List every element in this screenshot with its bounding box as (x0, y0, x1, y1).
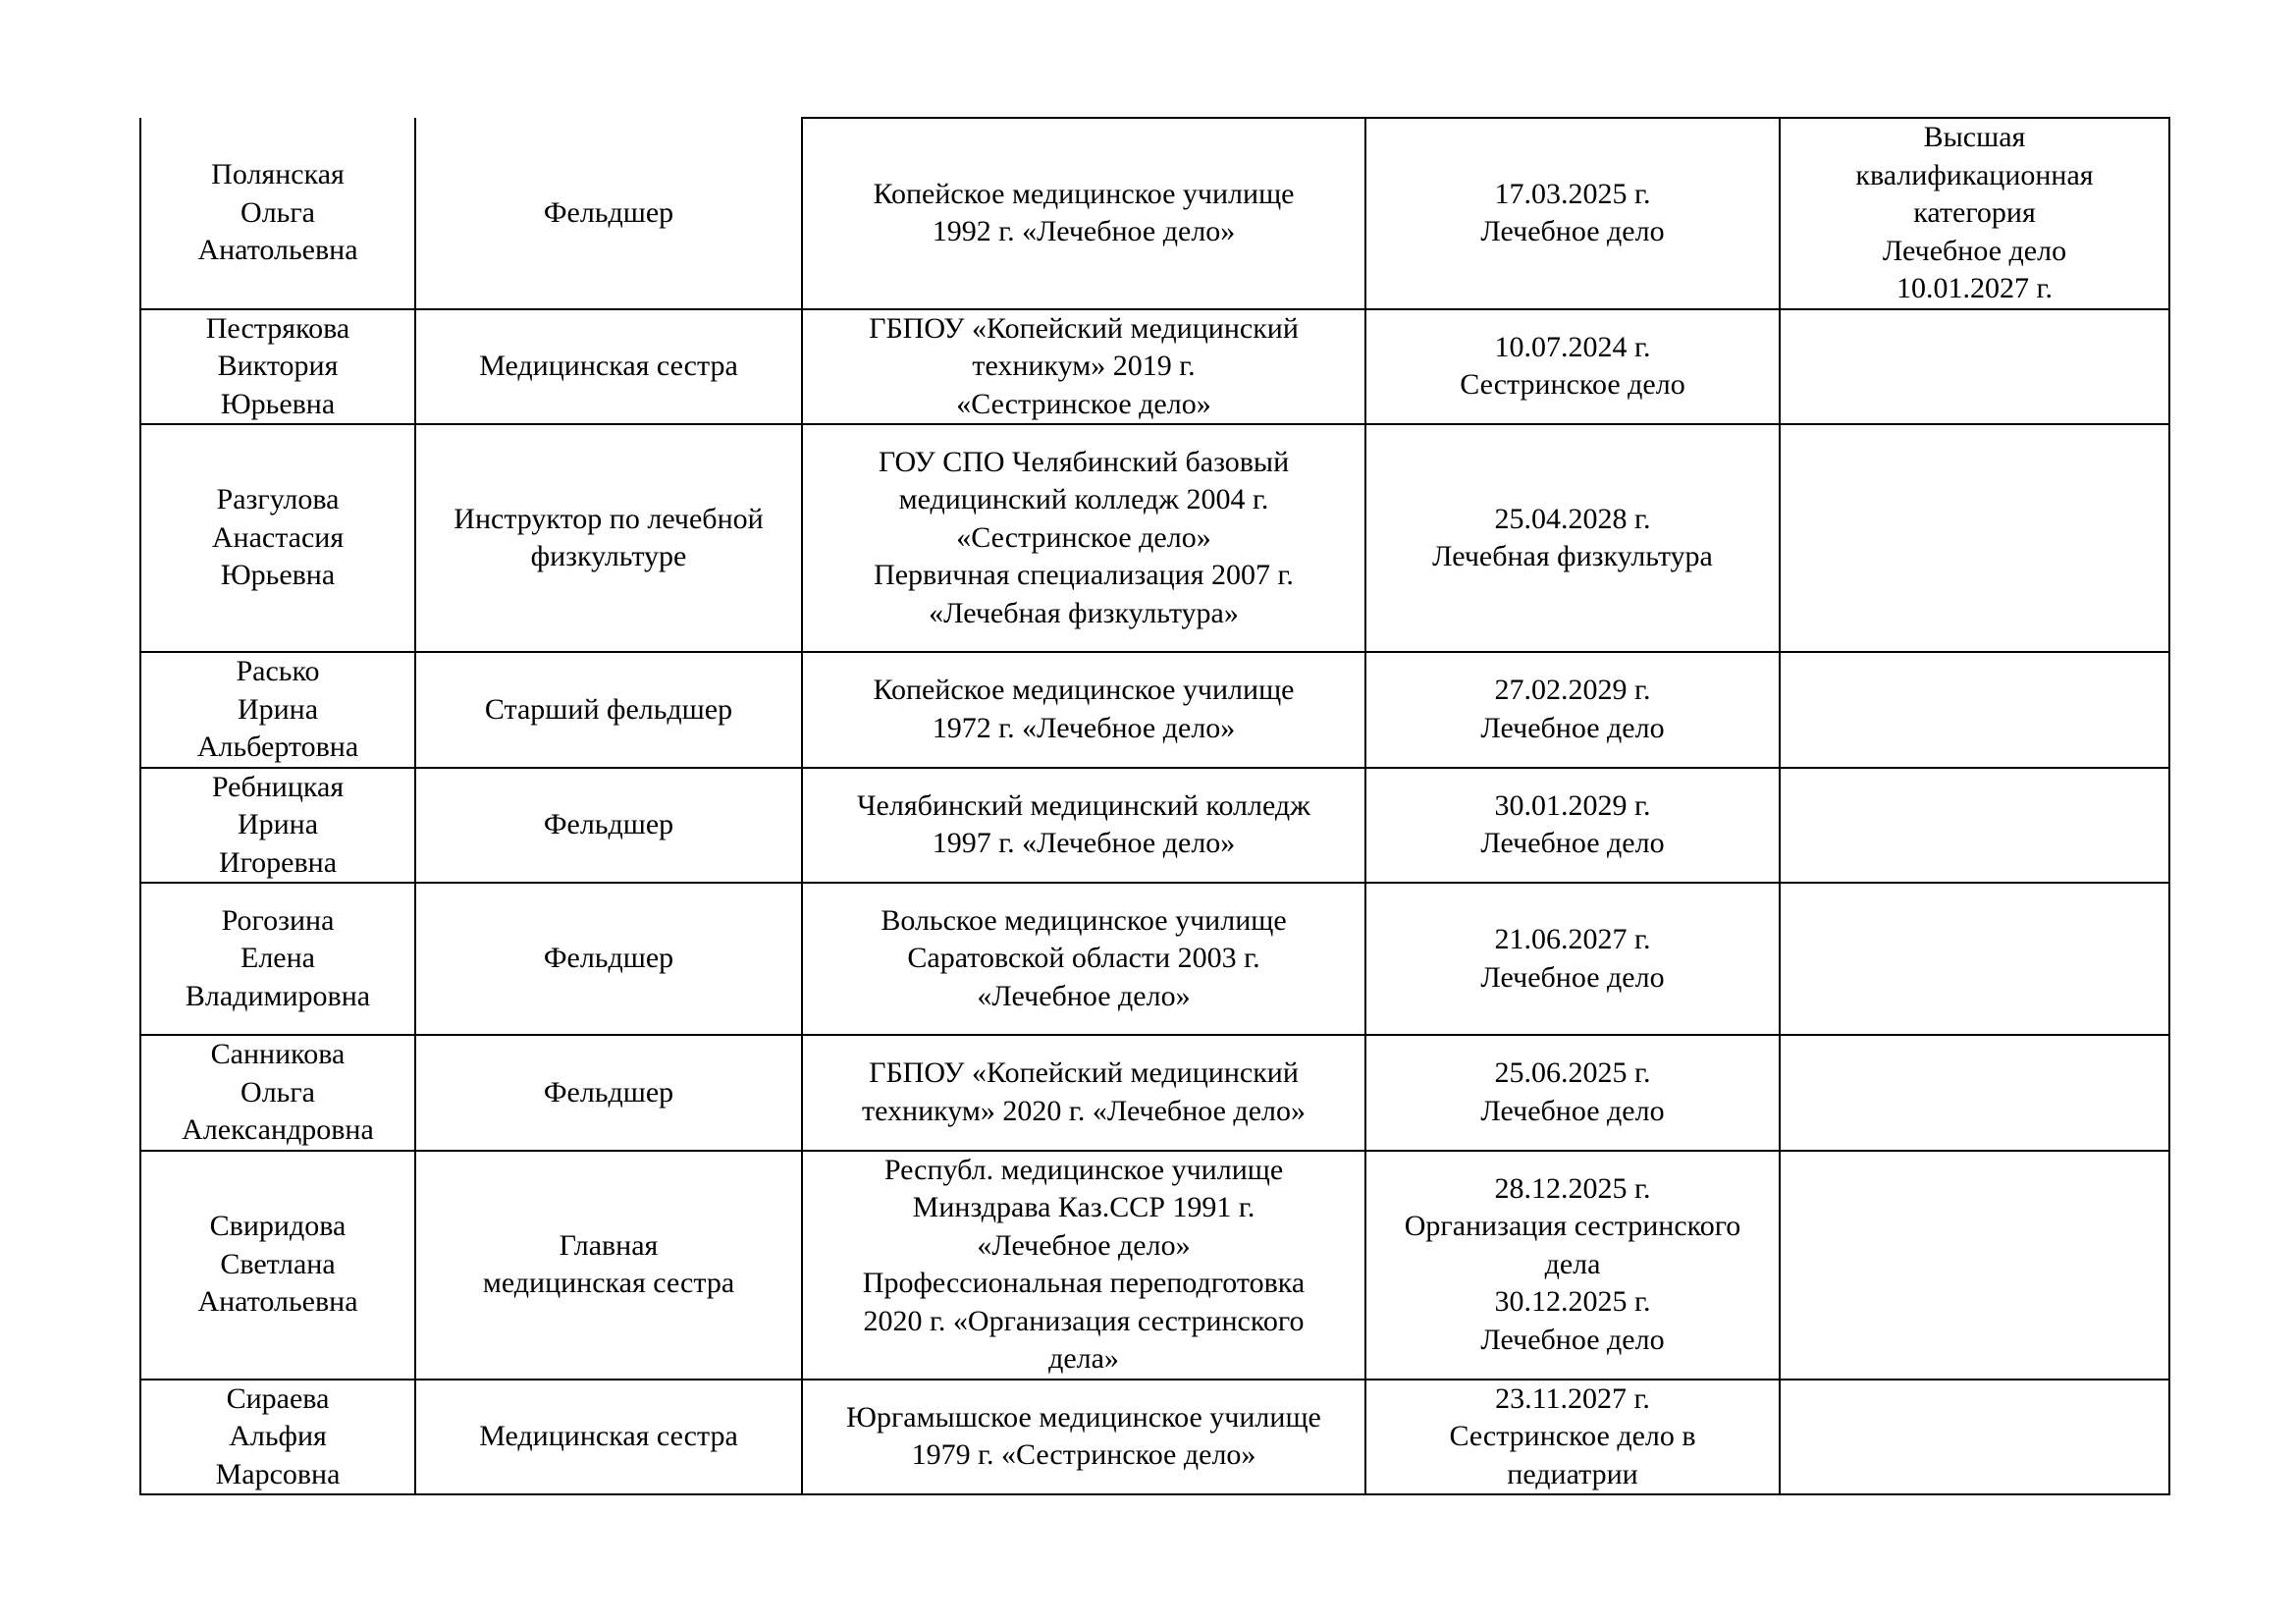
certificate-cell: 21.06.2027 г. Лечебное дело (1365, 883, 1780, 1035)
category-cell (1780, 309, 2169, 425)
certificate-cell: 10.07.2024 г. Сестринское дело (1365, 309, 1780, 425)
employee-name-cell: Полянская Ольга Анатольевна (140, 118, 415, 309)
table-row (140, 883, 2169, 1035)
education-cell: Юргамышское медицинское училище 1979 г. «Сестринское дело» (802, 1380, 1365, 1495)
certificate-cell: 25.04.2028 г. Лечебная физкультура (1365, 424, 1780, 652)
position-cell: Фельдшер (415, 883, 802, 1035)
position-cell: Фельдшер (415, 768, 802, 884)
category-cell (1780, 883, 2169, 1035)
education-cell: Копейское медицинское училище 1992 г. «Лечебное дело» (802, 118, 1365, 309)
position-cell: Фельдшер (415, 118, 802, 309)
education-cell: Челябинский медицинский колледж 1997 г. «Лечебное дело» (802, 768, 1365, 884)
table-row (140, 424, 2169, 652)
category-cell (1780, 424, 2169, 652)
employee-name-cell: Свиридова Светлана Анатольевна (140, 1151, 415, 1380)
certificate-cell: 27.02.2029 г. Лечебное дело (1365, 652, 1780, 768)
position-cell: Главная медицинская сестра (415, 1151, 802, 1380)
position-cell: Старший фельдшер (415, 652, 802, 768)
table-row (140, 1380, 2169, 1495)
table-row (140, 1035, 2169, 1151)
position-cell: Фельдшер (415, 1035, 802, 1151)
position-cell: Медицинская сестра (415, 309, 802, 425)
table-row (140, 652, 2169, 768)
education-cell: ГОУ СПО Челябинский базовый медицинский колледж 2004 г. «Сестринское дело» Первичная специализация 2007 г. «Лечебная физкультура» (802, 424, 1365, 652)
certificate-cell: 30.01.2029 г. Лечебное дело (1365, 768, 1780, 884)
employee-name-cell: Рогозина Елена Владимировна (140, 883, 415, 1035)
certificate-cell: 23.11.2027 г. Сестринское дело в педиатрии (1365, 1380, 1780, 1495)
staff-table (139, 117, 2170, 1495)
table-row (140, 118, 2169, 309)
category-cell (1780, 652, 2169, 768)
employee-name-cell: Сираева Альфия Марсовна (140, 1380, 415, 1495)
table-row (140, 309, 2169, 425)
position-cell: Медицинская сестра (415, 1380, 802, 1495)
education-cell: ГБПОУ «Копейский медицинский техникум» 2020 г. «Лечебное дело» (802, 1035, 1365, 1151)
employee-name-cell: Расько Ирина Альбертовна (140, 652, 415, 768)
position-cell: Инструктор по лечебной физкультуре (415, 424, 802, 652)
certificate-cell: 17.03.2025 г. Лечебное дело (1365, 118, 1780, 309)
category-cell: Высшая квалификационная категория Лечебное дело 10.01.2027 г. (1780, 118, 2169, 309)
employee-name-cell: Разгулова Анастасия Юрьевна (140, 424, 415, 652)
education-cell: Копейское медицинское училище 1972 г. «Лечебное дело» (802, 652, 1365, 768)
certificate-cell: 28.12.2025 г. Организация сестринского дела 30.12.2025 г. Лечебное дело (1365, 1151, 1780, 1380)
employee-name-cell: Ребницкая Ирина Игоревна (140, 768, 415, 884)
employee-name-cell: Санникова Ольга Александровна (140, 1035, 415, 1151)
education-cell: ГБПОУ «Копейский медицинский техникум» 2019 г. «Сестринское дело» (802, 309, 1365, 425)
table-row (140, 1151, 2169, 1380)
employee-name-cell: Пестрякова Виктория Юрьевна (140, 309, 415, 425)
category-cell (1780, 1035, 2169, 1151)
category-cell (1780, 1151, 2169, 1380)
table-row (140, 768, 2169, 884)
category-cell (1780, 1380, 2169, 1495)
certificate-cell: 25.06.2025 г. Лечебное дело (1365, 1035, 1780, 1151)
category-cell (1780, 768, 2169, 884)
education-cell: Республ. медицинское училище Минздрава Каз.ССР 1991 г. «Лечебное дело» Профессиональная переподготовка 2020 г. «Организация сестринского дела» (802, 1151, 1365, 1380)
education-cell: Вольское медицинское училище Саратовской области 2003 г. «Лечебное дело» (802, 883, 1365, 1035)
